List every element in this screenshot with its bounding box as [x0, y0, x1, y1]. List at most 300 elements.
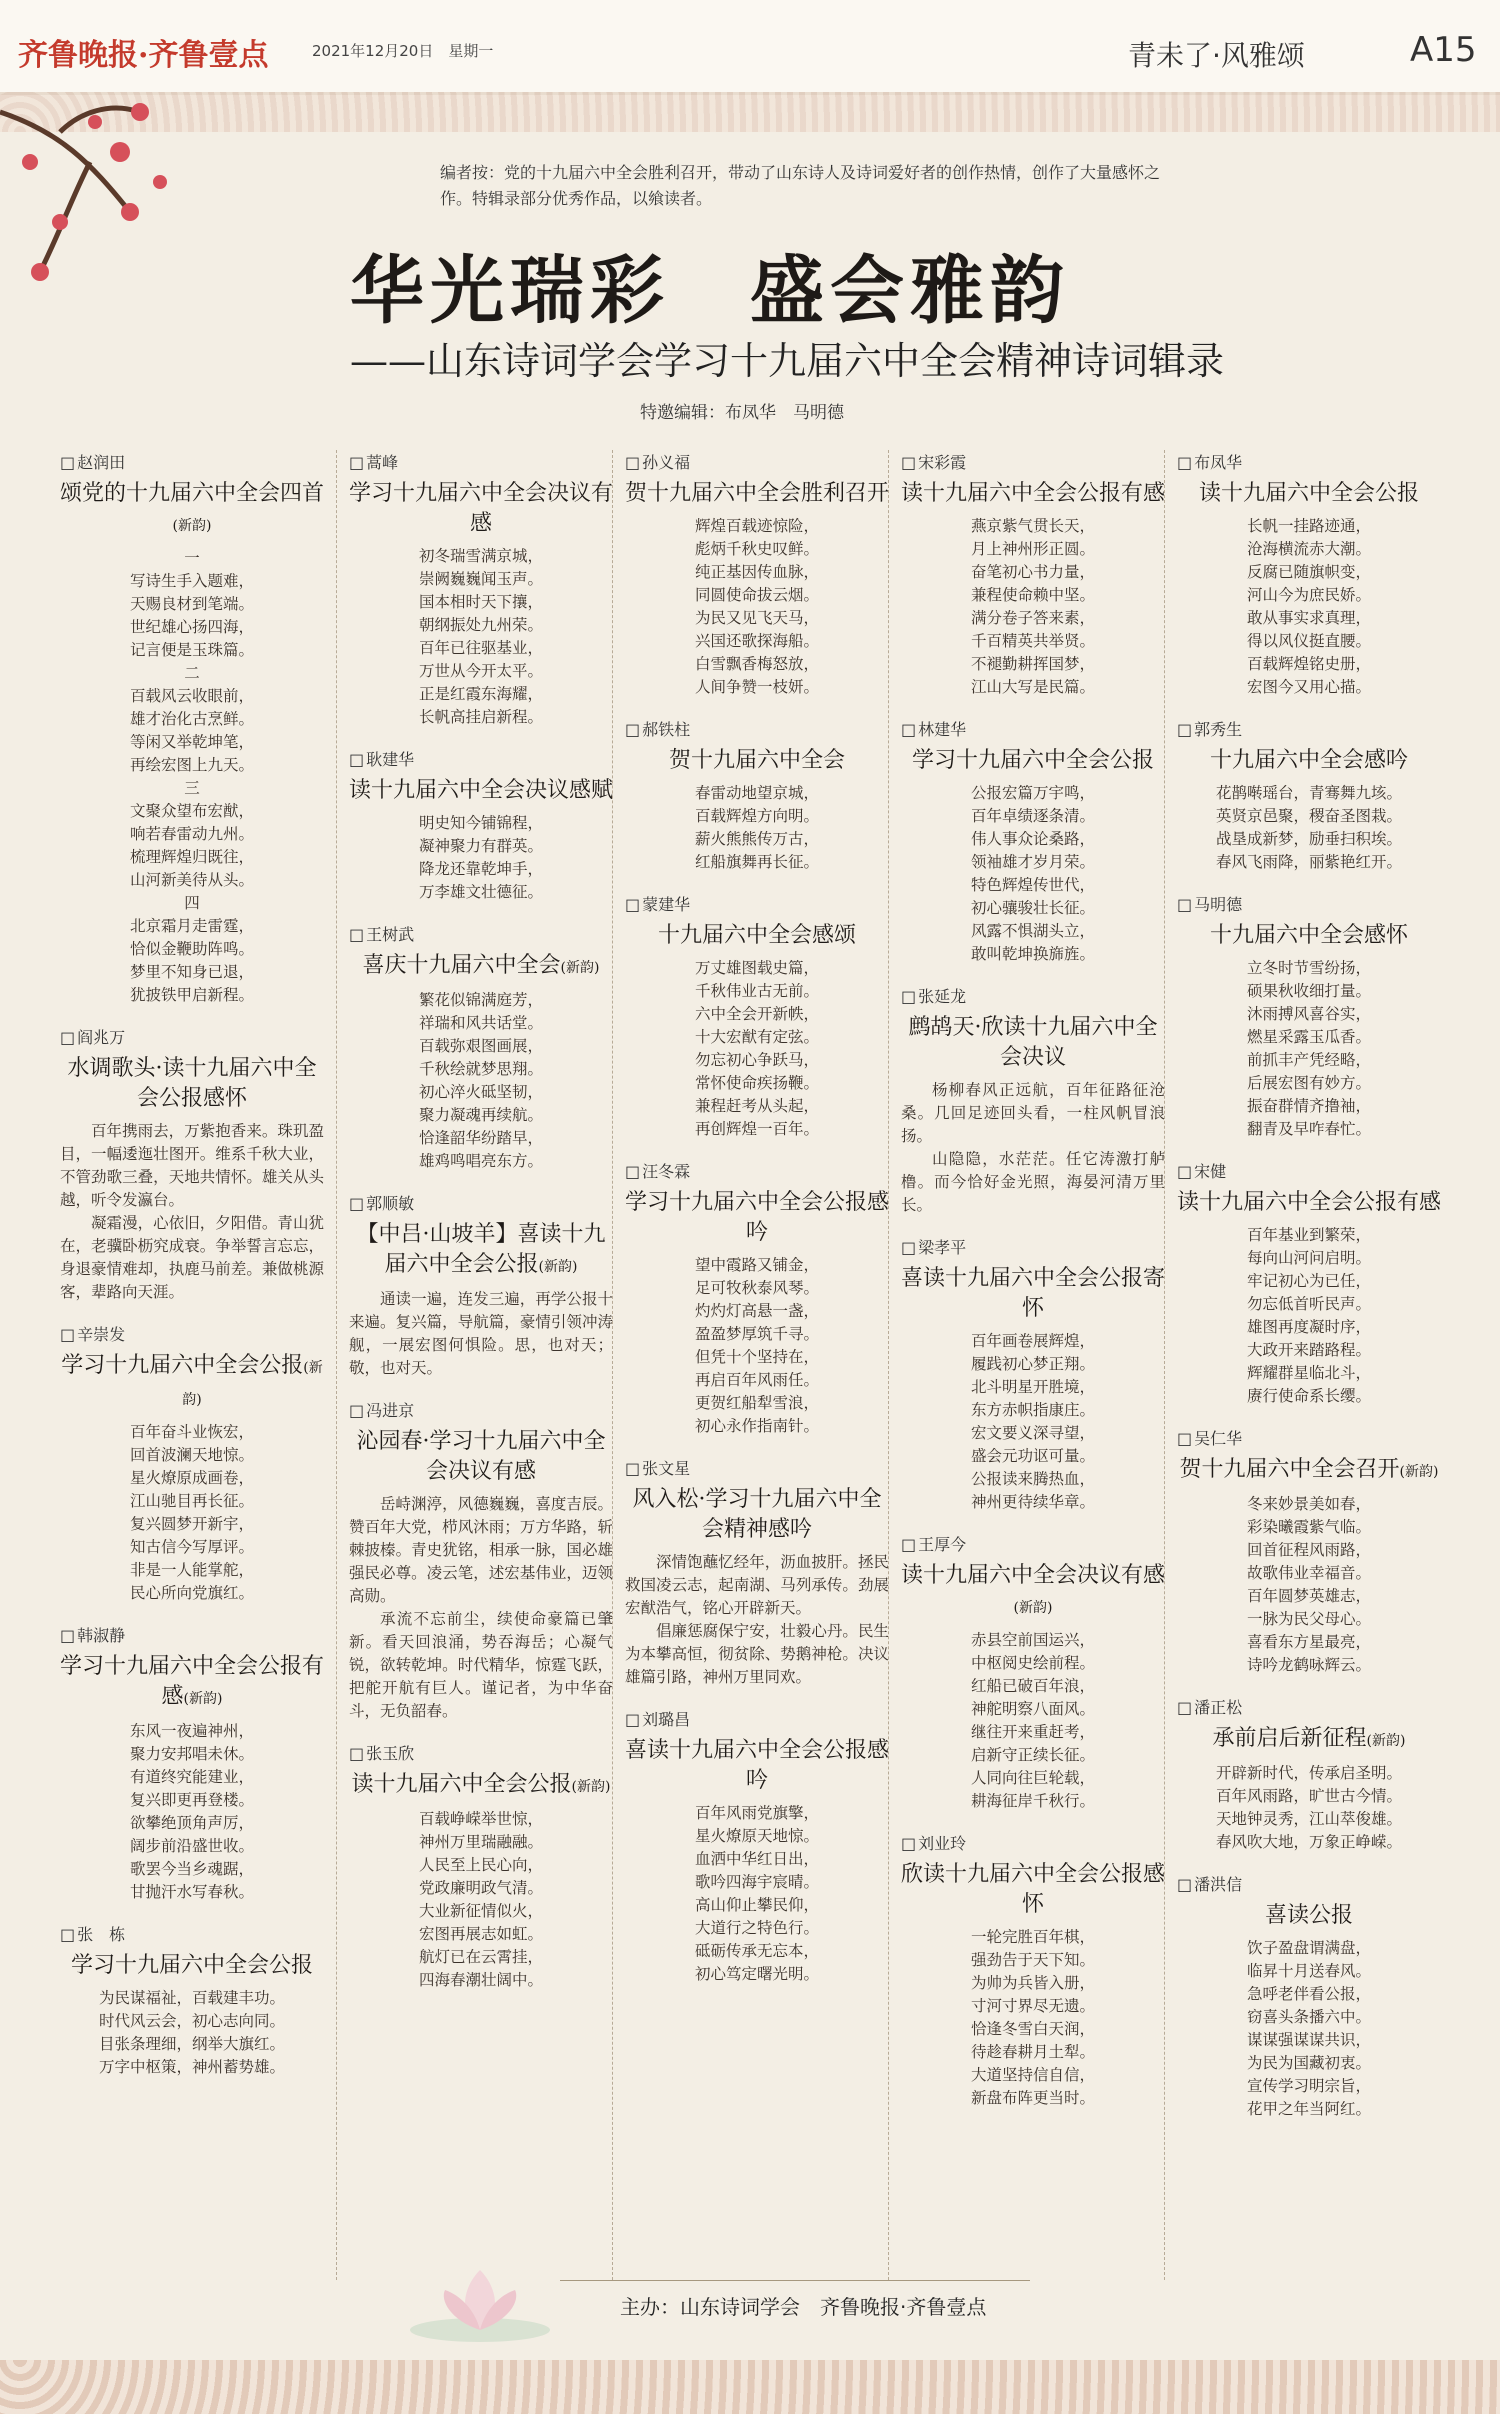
poem-title — [1177, 746, 1441, 776]
poem-line: 百年奋斗业恢宏， — [129, 1423, 254, 1441]
poem-line: 天赐良材到笔端。 — [129, 595, 254, 613]
poem-author: □ 吴仁华 — [1177, 1426, 1441, 1449]
poem-line: 大道行之特色行。 — [694, 1919, 819, 1937]
poem-line: 响若春雷动九州。 — [129, 825, 254, 843]
poem-line: 千秋伟业古无前。 — [694, 982, 819, 1000]
poem-line: 国本相时天下攘， — [418, 593, 543, 611]
poem-line: 履践初心梦正翔。 — [970, 1355, 1095, 1373]
poem-title — [901, 479, 1165, 509]
poem-author: □ 赵润田 — [60, 450, 324, 473]
poem-title — [625, 1485, 889, 1545]
poem-line: 开辟新时代，传承启圣明。 — [1215, 1764, 1402, 1782]
poem-line: 前抓丰产凭经略， — [1246, 1051, 1371, 1069]
poem-author: □ 潘正松 — [1177, 1695, 1441, 1718]
poem-title — [60, 1951, 324, 1981]
poem-line: 常怀使命疾扬鞭。 — [694, 1074, 819, 1092]
poem-line: 硕果秋收细打量。 — [1246, 982, 1371, 1000]
poem-author: □ 王厚今 — [901, 1532, 1165, 1555]
poem-line: 明史知今铺锦程， — [418, 814, 543, 832]
poem-title — [60, 1054, 324, 1114]
poem-line: 人同向往巨轮载， — [970, 1769, 1095, 1787]
poem-author: □ 张玉欣 — [349, 1741, 613, 1764]
poem-line: 高山仰止攀民仰， — [694, 1896, 819, 1914]
plum-blossom-icon — [0, 92, 260, 292]
poem-title — [349, 951, 613, 983]
stanza-number: 一 — [184, 549, 200, 567]
poem-line: 神州更待续华章。 — [970, 1493, 1095, 1511]
poem — [1177, 1426, 1441, 1677]
poem-line: 梳理辉煌归既往， — [129, 848, 254, 866]
poem-line: 每向山河问启明。 — [1246, 1249, 1371, 1267]
poem-line: 初心笃定曙光明。 — [694, 1965, 819, 1983]
poem-body — [349, 989, 613, 1173]
poem-body — [625, 1551, 889, 1689]
poem-line: 牢记初心为已任， — [1246, 1272, 1371, 1290]
poem — [901, 984, 1165, 1217]
poem-line: 山隐隐，水茫茫。任它涛激打舻橹。而今恰好金光照，海晏河清万里长。 — [901, 1150, 1165, 1214]
poem-title-text: 十九届六中全会感怀 — [1209, 923, 1408, 948]
poem-line: 英贤京邑聚，稷奋圣图栽。 — [1215, 807, 1402, 825]
poem-line: 航灯已在云霄挂， — [418, 1948, 543, 1966]
poem-line: 薪火熊熊传万古， — [694, 830, 819, 848]
poem-line: 耕海征岸千秋行。 — [970, 1792, 1095, 1810]
poem-title-tag: (新韵) — [560, 960, 600, 976]
poem-line: 写诗生手入题难， — [129, 572, 254, 590]
poem-author: □ 张 栋 — [60, 1922, 324, 1945]
poem-line: 一轮完胜百年棋， — [970, 1928, 1095, 1946]
poem-line: 反腐已随旗帜变， — [1246, 563, 1371, 581]
poem-title — [1177, 479, 1441, 509]
poem-body — [349, 1493, 613, 1723]
poem — [625, 717, 889, 874]
poem-line: 更贺红船犁雪浪， — [694, 1394, 819, 1412]
poem-line: 勿忘低首听民声。 — [1246, 1295, 1371, 1313]
poem-line: 有道终究能建业， — [129, 1768, 254, 1786]
poem-line: 宏图再展志如虹。 — [418, 1925, 543, 1943]
poem-line: 非是一人能掌舵， — [129, 1561, 254, 1579]
poem-title — [625, 1188, 889, 1248]
poem-body — [1177, 1937, 1441, 2121]
poem-line: 百年风雨党旗擎， — [694, 1804, 819, 1822]
poem-line: 神州万里瑞融融。 — [418, 1833, 543, 1851]
stanza-number: 二 — [184, 664, 200, 682]
poem-author: □ 梁孝平 — [901, 1235, 1165, 1258]
poem-line: 恰逢冬雪白天润， — [970, 2020, 1095, 2038]
poem-line: 百载弥艰图画展， — [418, 1037, 543, 1055]
poem-line: 兼程使命赖中坚。 — [970, 586, 1095, 604]
poem-author: □ 潘洪信 — [1177, 1872, 1441, 1895]
poem-line: 东方赤帜指康庄。 — [970, 1401, 1095, 1419]
poem-line: 雄鸡鸣唱亮东方。 — [418, 1152, 543, 1170]
poem — [625, 892, 889, 1141]
poem — [901, 1235, 1165, 1514]
poem-title-text: 贺十九届六中全会召开 — [1179, 1457, 1400, 1482]
poem-line: 崇阙巍巍闻玉声。 — [418, 570, 543, 588]
poem-title — [349, 479, 613, 539]
poem-line: 饮子盈盘谓满盘， — [1246, 1939, 1371, 1957]
poem-line: 河山今为庶民娇。 — [1246, 586, 1371, 604]
poem-line: 春风吹大地，万象正峥嵘。 — [1215, 1833, 1402, 1851]
poem-line: 后展宏图有妙方。 — [1246, 1074, 1371, 1092]
poem — [1177, 1159, 1441, 1408]
poem-line: 同圆使命拔云烟。 — [694, 586, 819, 604]
poem-line: 风露不惧湖头立， — [970, 922, 1095, 940]
poem-line: 记言便是玉珠篇。 — [129, 641, 254, 659]
poem-title — [1177, 1455, 1441, 1487]
poem — [1177, 1695, 1441, 1854]
poem-line: 但凭十个坚持在， — [694, 1348, 819, 1366]
poem-line: 花甲之年当阿红。 — [1246, 2100, 1371, 2118]
poem-line: 百年基业到繁荣， — [1246, 1226, 1371, 1244]
poem-title — [625, 921, 889, 951]
poem-line: 沧海横流赤大潮。 — [1246, 540, 1371, 558]
poem-body — [60, 547, 324, 1007]
poem-title — [1177, 1188, 1441, 1218]
poem-line: 盈盈梦厚筑千寻。 — [694, 1325, 819, 1343]
poem-author: □ 刘璐昌 — [625, 1707, 889, 1730]
poem-line: 凝神聚力有群英。 — [418, 837, 543, 855]
poem-body — [625, 782, 889, 874]
poem-body — [60, 1421, 324, 1605]
poem-line: 恰逢韶华纷踏早， — [418, 1129, 543, 1147]
poem-line: 赤县空前国运兴， — [970, 1631, 1095, 1649]
poem-line: 兴国还歌探海船。 — [694, 632, 819, 650]
poem-body — [901, 1330, 1165, 1514]
poem-title-text: 学习十九届六中全会公报 — [911, 748, 1154, 773]
poem-line: 新盘布阵更当时。 — [970, 2089, 1095, 2107]
poem-line: 伟人事众论桑路， — [970, 830, 1095, 848]
poem-line: 百年携雨去，万紫抱香来。珠玑盈目，一幅逶迤壮图开。维系千秋大业，不管劲歌三叠，天地共情怀。雄关从头越，听令发瀛台。 — [60, 1122, 324, 1209]
poem-author: □ 郭秀生 — [1177, 717, 1441, 740]
poem-author: □ 阎兆万 — [60, 1025, 324, 1048]
poem-body — [625, 515, 889, 699]
poem-line: 沐雨搏风喜谷实， — [1246, 1005, 1371, 1023]
poem-body — [1177, 782, 1441, 874]
poem — [60, 1623, 324, 1904]
poem-title — [625, 746, 889, 776]
poem-title-text: 承前启后新征程 — [1212, 1726, 1367, 1751]
poem-line: 为民谋福祉，百载建丰功。 — [98, 1989, 285, 2007]
poem-line: 战垦成新梦，励垂扫积埃。 — [1215, 830, 1402, 848]
poem-title-text: 读十九届六中全会决议感赋 — [349, 778, 614, 803]
poem-title-tag: (新韵) — [1399, 1464, 1439, 1480]
poem-title-text: 贺十九届六中全会胜利召开 — [625, 481, 890, 506]
poem-title — [901, 1264, 1165, 1324]
poem-title — [349, 1220, 613, 1282]
poem-title — [349, 1427, 613, 1487]
poem-line: 振奋群情齐撸袖， — [1246, 1097, 1371, 1115]
poem-line: 辉耀群星临北斗， — [1246, 1364, 1371, 1382]
poem-body — [60, 1720, 324, 1904]
stanza-number: 四 — [184, 894, 200, 912]
poem-line: 宣传学习明宗旨， — [1246, 2077, 1371, 2095]
poem-title-text: 风入松·学习十九届六中全会精神感吟 — [632, 1487, 882, 1542]
poem-body — [1177, 515, 1441, 699]
poem-line: 得以风仪挺直腰。 — [1246, 632, 1371, 650]
masthead — [0, 0, 1500, 95]
poem-line: 初冬瑞雪满京城， — [418, 547, 543, 565]
poem-line: 敢叫乾坤换旆旌。 — [970, 945, 1095, 963]
poem-line: 等闲又举乾坤笔， — [129, 733, 254, 751]
poem-line: 再绘宏图上九天。 — [129, 756, 254, 774]
poem-title-text: 学习十九届六中全会公报有感 — [60, 1654, 325, 1709]
poem-line: 春风飞雨降，丽紫艳红开。 — [1215, 853, 1402, 871]
poem-line: 千百精英共举贤。 — [970, 632, 1095, 650]
poem-line: 大道坚持信自信， — [970, 2066, 1095, 2084]
poem-line: 通读一遍，连发三遍，再学公报十来遍。复兴篇，导航篇，豪情引领冲涛舰，一展宏图何惧险。思，也对天；敬，也对天。 — [349, 1290, 613, 1377]
poem-line: 诗吟龙鹤咏辉云。 — [1246, 1656, 1371, 1674]
poem-line: 岳峙渊渟，风德巍巍，喜度吉辰。赞百年大党，栉风沐雨；万方华路，斩棘披榛。青史犹铭，相承一脉，国必雄强民必尊。凌云笔，述宏基伟业，迈领高勋。 — [349, 1495, 613, 1605]
poem-title-text: 贺十九届六中全会 — [668, 748, 845, 773]
poem-title-text: 【中吕·山坡羊】喜读十九届六中全会公报 — [356, 1222, 606, 1277]
poem — [60, 1322, 324, 1605]
poem-line: 复兴即更再登楼。 — [129, 1791, 254, 1809]
poem — [349, 922, 613, 1173]
poem-body — [625, 1254, 889, 1438]
poem-body — [349, 812, 613, 904]
poem-title-tag: (新韵) — [182, 1360, 323, 1408]
poem-line: 降龙还靠乾坤手， — [418, 860, 543, 878]
poem-line: 回首征程风雨路， — [1246, 1541, 1371, 1559]
poem-line: 长帆高挂启新程。 — [418, 708, 543, 726]
poem-line: 红船已破百年浪， — [970, 1677, 1095, 1695]
poem-line: 目张条理细，纲举大旗红。 — [98, 2035, 285, 2053]
poem-line: 万丈雄图载史篇， — [694, 959, 819, 977]
poem-line: 百年圆梦英雄志， — [1246, 1587, 1371, 1605]
poem-body — [1177, 957, 1441, 1141]
poem-line: 公报读来腾热血， — [970, 1470, 1095, 1488]
poem-line: 大业新征情似火， — [418, 1902, 543, 1920]
poem-body — [901, 1926, 1165, 2110]
poem-line: 北京霜月走雷霆， — [129, 917, 254, 935]
poem-line: 初心骧骏壮长征。 — [970, 899, 1095, 917]
poem-title-text: 学习十九届六中全会公报感吟 — [625, 1190, 890, 1245]
poem-title-text: 读十九届六中全会公报 — [1198, 481, 1419, 506]
poem-author: □ 蒿峰 — [349, 450, 613, 473]
poem-line: 红船旗舞再长征。 — [694, 853, 819, 871]
poem-line: 雄才治化古烹鲜。 — [129, 710, 254, 728]
poem-line: 万李雄文壮德征。 — [418, 883, 543, 901]
poem-line: 血洒中华红日出， — [694, 1850, 819, 1868]
poem-line: 时代风云会，初心志向同。 — [98, 2012, 285, 2030]
poem-title-tag: (新韵) — [172, 518, 212, 534]
poem-line: 朝纲振处九州荣。 — [418, 616, 543, 634]
poem-line: 欲攀绝顶角声厉， — [129, 1814, 254, 1832]
poem-line: 灼灼灯高悬一盏， — [694, 1302, 819, 1320]
poem-line: 深情饱蘸忆经年，沥血披肝。拯民救国凌云志，起南湖、马列承传。劲展宏猷浩气，铭心开辟新天。 — [625, 1553, 889, 1617]
poem-line: 勿忘初心争跃马， — [694, 1051, 819, 1069]
poem-line: 知古信今写厚评。 — [129, 1538, 254, 1556]
poem-line: 领袖雄才岁月荣。 — [970, 853, 1095, 871]
column-2 — [336, 450, 613, 2280]
page-subtitle: ——山东诗词学会学习十九届六中全会精神诗词辑录 — [350, 339, 1225, 383]
poem-title — [625, 479, 889, 509]
poem-line: 翻青及早咋春忙。 — [1246, 1120, 1371, 1138]
column-4 — [888, 450, 1165, 2280]
page-number: A15 — [1410, 30, 1477, 70]
poem-line: 回首波澜天地惊。 — [129, 1446, 254, 1464]
poem-line: 正是红霞东海耀， — [418, 685, 543, 703]
poem-line: 阔步前沿盛世收。 — [129, 1837, 254, 1855]
poem — [625, 1159, 889, 1438]
column-3 — [612, 450, 889, 2280]
poem-line: 江山驰目再长征。 — [129, 1492, 254, 1510]
poem-title-text: 读十九届六中全会公报有感 — [901, 481, 1166, 506]
poem-body — [625, 1802, 889, 1986]
poem — [901, 717, 1165, 966]
poem — [901, 1532, 1165, 1813]
poem-line: 聚力安邦唱未休。 — [129, 1745, 254, 1763]
poem-title — [901, 1561, 1165, 1623]
poem-line: 满分卷子答来素， — [970, 609, 1095, 627]
poem-title-text: 学习十九届六中全会决议有感 — [349, 481, 614, 536]
poem-title — [1177, 921, 1441, 951]
poem-line: 强劲告于天下知。 — [970, 1951, 1095, 1969]
poem-line: 北斗明星开胜境， — [970, 1378, 1095, 1396]
poem-title-text: 读十九届六中全会公报有感 — [1177, 1190, 1442, 1215]
poem-title-text: 学习十九届六中全会公报 — [61, 1353, 304, 1378]
poem-line: 歌吟四海宇宸晴。 — [694, 1873, 819, 1891]
poem-line: 再创辉煌一百年。 — [694, 1120, 819, 1138]
poem — [60, 450, 324, 1007]
poem-title-text: 十九届六中全会感颂 — [657, 923, 856, 948]
poem — [1177, 717, 1441, 874]
poem-line: 立冬时节雪纷扬， — [1246, 959, 1371, 977]
poem-body — [349, 545, 613, 729]
column-5 — [1164, 450, 1441, 2280]
poem-title-text: 沁园春·学习十九届六中全会决议有感 — [356, 1429, 606, 1484]
poem-line: 承流不忘前尘，续使命豪篇已肇新。看天回浪涌，势吞海岳；心凝气锐，欲转乾坤。时代精华，惊霆飞跃，把舵开航有巨人。谨记者，为中华奋斗，无负韶春。 — [349, 1610, 613, 1720]
poem-line: 六中全会开新帙， — [694, 1005, 819, 1023]
poem-title — [60, 1351, 324, 1415]
poem-line: 民心所向党旗红。 — [129, 1584, 254, 1602]
poem-line: 梦里不知身已退， — [129, 963, 254, 981]
poem-line: 歌罢今当乡魂踞， — [129, 1860, 254, 1878]
poem-author: □ 耿建华 — [349, 747, 613, 770]
poem-author: □ 汪冬霖 — [625, 1159, 889, 1182]
poem-line: 星火燎原成画卷， — [129, 1469, 254, 1487]
sponsor-line: 主办：山东诗词学会 齐鲁晚报·齐鲁壹点 — [620, 2295, 987, 2319]
poem-line: 急呼老伴看公报， — [1246, 1985, 1371, 2003]
poem-line: 百载辉煌方向明。 — [694, 807, 819, 825]
poem — [901, 450, 1165, 699]
poem-line: 杨柳春风正远航，百年征路征沧桑。几回足迹回头看，一柱风帆冒浪扬。 — [901, 1081, 1165, 1145]
poem-line: 谋谋强谋谋共识， — [1246, 2031, 1371, 2049]
poem-line: 倡廉惩腐保宁安，壮毅心丹。民生为本攀高恒，彻贫除、势鹅神枪。决议雄篇引路，神州万里同欢。 — [625, 1622, 889, 1686]
poem-line: 待趁春耕月土犁。 — [970, 2043, 1095, 2061]
poem-line: 百年风雨路，旷世古今情。 — [1215, 1787, 1402, 1805]
poem-line: 不褪勤耕挥国梦， — [970, 655, 1095, 673]
poem-line: 初心永作指南针。 — [694, 1417, 819, 1435]
poem-line: 兼程赶考从头起， — [694, 1097, 819, 1115]
poem-title — [1177, 1901, 1441, 1931]
guest-editors: 特邀编辑：布凤华 马明德 — [640, 403, 844, 423]
poem-title-text: 读十九届六中全会决议有感 — [901, 1563, 1166, 1588]
poem — [60, 1025, 324, 1304]
poem-title-tag: (新韵) — [571, 1779, 611, 1795]
poem — [1177, 892, 1441, 1141]
poem — [1177, 1872, 1441, 2121]
decorative-pattern-bottom — [0, 2360, 1500, 2414]
poem-author: □ 张延龙 — [901, 984, 1165, 1007]
poem-columns — [60, 450, 1440, 2280]
poem-title — [901, 746, 1165, 776]
poem-line: 寸河寸界尽无遗。 — [970, 1997, 1095, 2015]
poem-body — [901, 782, 1165, 966]
poem-line: 党政廉明政气清。 — [418, 1879, 543, 1897]
poem-body — [1177, 1224, 1441, 1408]
poem — [625, 1456, 889, 1689]
poem-body — [60, 1987, 324, 2079]
poem-author: □ 王树武 — [349, 922, 613, 945]
poem-title-tag: (新韵) — [1366, 1733, 1406, 1749]
poem-line: 星火燎原天地惊。 — [694, 1827, 819, 1845]
poem-author: □ 郝铁柱 — [625, 717, 889, 740]
poem-line: 万字中枢策，神州蓄势雄。 — [98, 2058, 285, 2076]
poem-line: 恰似金鞭助阵鸣。 — [129, 940, 254, 958]
poem-author: □ 郭顺敏 — [349, 1191, 613, 1214]
poem — [349, 450, 613, 729]
poem-line: 百载峥嵘举世惊， — [418, 1810, 543, 1828]
poem-line: 长帆一挂路迹通， — [1246, 517, 1371, 535]
poem — [349, 747, 613, 904]
poem-line: 为民为国藏初衷。 — [1246, 2054, 1371, 2072]
newspaper-logo: 齐鲁晚报·齐鲁壹点 — [18, 38, 269, 73]
poem-line: 千秋绘就梦思翔。 — [418, 1060, 543, 1078]
poem-line: 万世从今开太平。 — [418, 662, 543, 680]
poem-line: 大政开来踏路程。 — [1246, 1341, 1371, 1359]
poem-author: □ 布凤华 — [1177, 450, 1441, 473]
poem — [1177, 450, 1441, 699]
poem — [625, 1707, 889, 1986]
poem-line: 盛会元功讴可量。 — [970, 1447, 1095, 1465]
poem-line: 特色辉煌传世代， — [970, 876, 1095, 894]
poem-line: 繁花似锦满庭芳， — [418, 991, 543, 1009]
poem-body — [1177, 1762, 1441, 1854]
poem-title — [1177, 1724, 1441, 1756]
poem-title-text: 读十九届六中全会公报 — [351, 1772, 572, 1797]
poem-line: 人间争赞一枝妍。 — [694, 678, 819, 696]
poem-line: 宏文要义深寻望， — [970, 1424, 1095, 1442]
poem-title — [60, 1652, 324, 1714]
poem-line: 甘抛汗水写春秋。 — [129, 1883, 254, 1901]
poem-line: 一脉为民父母心。 — [1246, 1610, 1371, 1628]
poem-title-text: 喜读公报 — [1264, 1903, 1353, 1928]
poem-line: 百年画卷展辉煌， — [970, 1332, 1095, 1350]
poem-line: 白雪飘香梅怒放， — [694, 655, 819, 673]
poem-line: 百年卓绩逐条清。 — [970, 807, 1095, 825]
poem-line: 祥瑞和风共话堂。 — [418, 1014, 543, 1032]
poem-line: 辉煌百载迹惊险， — [694, 517, 819, 535]
poem-title — [349, 776, 613, 806]
poem-line: 初心淬火砥坚韧， — [418, 1083, 543, 1101]
editor-note: 编者按：党的十九届六中全会胜利召开，带动了山东诗人及诗词爱好者的创作热情，创作了大量感怀之作。特辑录部分优秀作品，以飨读者。 — [440, 163, 1161, 208]
poem-title — [60, 479, 324, 541]
poem-author: □ 孙义福 — [625, 450, 889, 473]
poem-line: 继往开来重赶考， — [970, 1723, 1095, 1741]
lotus-icon — [400, 2250, 560, 2350]
poem-line: 奋笔初心书力量， — [970, 563, 1095, 581]
poem-title-text: 颂党的十九届六中全会四首 — [60, 481, 325, 506]
poem-line: 足可牧秋泰风琴。 — [694, 1279, 819, 1297]
poem — [60, 1922, 324, 2079]
poem-title-tag: (新韵) — [183, 1691, 223, 1707]
poem-author: □ 马明德 — [1177, 892, 1441, 915]
poem-author: □ 冯进京 — [349, 1398, 613, 1421]
poem-title-tag: (新韵) — [1013, 1600, 1053, 1616]
poem-line: 人民至上民心向， — [418, 1856, 543, 1874]
poem-line: 敢从事实求真理， — [1246, 609, 1371, 627]
